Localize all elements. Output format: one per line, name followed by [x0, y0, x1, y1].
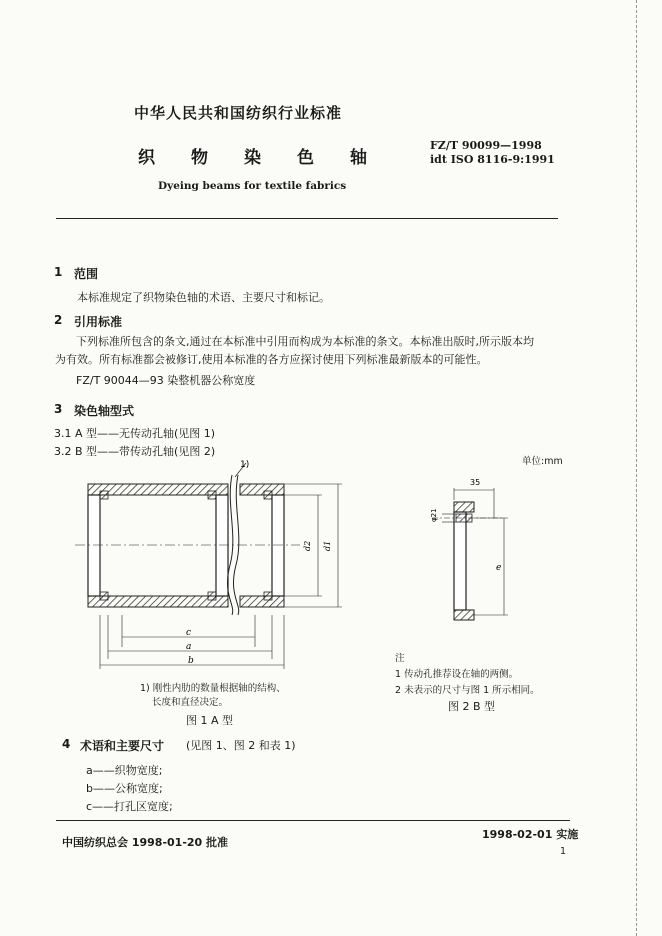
- section-3-number: 3: [54, 402, 63, 416]
- fig2-dim-phi21: φ21: [430, 508, 438, 522]
- fig2-top-wall: [454, 502, 474, 512]
- section-2-text-line1: 下列标准所包含的条文,通过在本标准中引用而构成为本标准的条文。本标准出版时,所示版本均: [76, 335, 534, 348]
- section-3-1: 3.1 A 型——无传动孔轴(见图 1): [54, 427, 216, 440]
- effective-date: 1998-02-01 实施: [482, 828, 579, 841]
- page-edge-fold: [636, 0, 638, 936]
- fig2-caption: 图 2 B 型: [448, 700, 496, 713]
- section-2-title: 引用标准: [74, 315, 123, 329]
- fig2-bottom-wall: [454, 610, 474, 620]
- term-b: b——公称宽度;: [86, 782, 163, 795]
- document-title-zh: 织物染色轴: [138, 148, 403, 168]
- standard-number: FZ/T 90099—1998: [430, 139, 542, 152]
- section-2-text-line2: 为有效。所有标准都会被修订,使用本标准的各方应探讨使用下列标准最新版本的可能性。: [55, 353, 488, 366]
- section-4-suffix: (见图 1、图 2 和表 1): [186, 739, 296, 752]
- fig1-bottom-wall-right: [240, 596, 284, 607]
- header-rule: [56, 218, 558, 219]
- fig2-note-1: 1 传动孔推荐设在轴的两侧。: [395, 669, 519, 680]
- section-2-number: 2: [54, 313, 63, 327]
- section-1-number: 1: [54, 265, 63, 279]
- fig1-top-wall-left: [88, 484, 228, 495]
- section-3-2: 3.2 B 型——带传动孔轴(见图 2): [54, 445, 216, 458]
- fig1-note-line2: 长度和直径决定。: [152, 697, 229, 708]
- figure-1-drawing: [60, 455, 360, 675]
- issuer-title: 中华人民共和国纺织行业标准: [134, 104, 343, 122]
- approval-note: 中国纺织总会 1998-01-20 批准: [62, 836, 229, 849]
- term-c: c——打孔区宽度;: [86, 800, 173, 813]
- section-2-reference: FZ/T 90044—93 染整机器公称宽度: [76, 374, 256, 387]
- section-1-title: 范围: [74, 267, 99, 281]
- document-title-en: Dyeing beams for textile fabrics: [158, 180, 347, 192]
- fig1-right-flange: [272, 495, 284, 596]
- fig1-bottom-wall-left: [88, 596, 228, 607]
- unit-label: 单位:mm: [522, 456, 563, 467]
- section-1-text: 本标准规定了织物染色轴的术语、主要尺寸和标记。: [77, 291, 330, 304]
- fig2-flange: [454, 512, 466, 610]
- fig1-note-line1: 1) 刚性内肋的数量根据轴的结构、: [140, 683, 286, 694]
- fig1-left-flange: [88, 495, 100, 596]
- fig1-label-d1: d1: [323, 540, 332, 551]
- fig1-label-b: b: [188, 656, 194, 666]
- fig1-label-a: a: [186, 642, 192, 652]
- figure-2-drawing: [412, 470, 532, 640]
- fig2-label-e: e: [496, 563, 502, 573]
- fig2-dim-35: 35: [470, 478, 481, 487]
- standard-idt: idt ISO 8116-9:1991: [430, 153, 555, 166]
- fig1-callout: 1): [240, 460, 250, 470]
- page-number: 1: [560, 846, 567, 857]
- fig2-notes-heading: 注: [395, 653, 405, 664]
- fig1-label-c: c: [186, 628, 192, 638]
- term-a: a——织物宽度;: [86, 764, 163, 777]
- fig1-caption: 图 1 A 型: [186, 714, 234, 727]
- footer-rule: [56, 820, 570, 821]
- section-4-title: 术语和主要尺寸: [80, 739, 165, 753]
- fig1-top-wall-right: [240, 484, 284, 495]
- fig1-inner-rib: [216, 495, 228, 596]
- fig2-note-2: 2 未表示的尺寸与图 1 所示相同。: [395, 685, 540, 696]
- fig1-label-d2: d2: [303, 540, 312, 551]
- section-4-number: 4: [62, 737, 71, 751]
- section-3-title: 染色轴型式: [74, 404, 135, 418]
